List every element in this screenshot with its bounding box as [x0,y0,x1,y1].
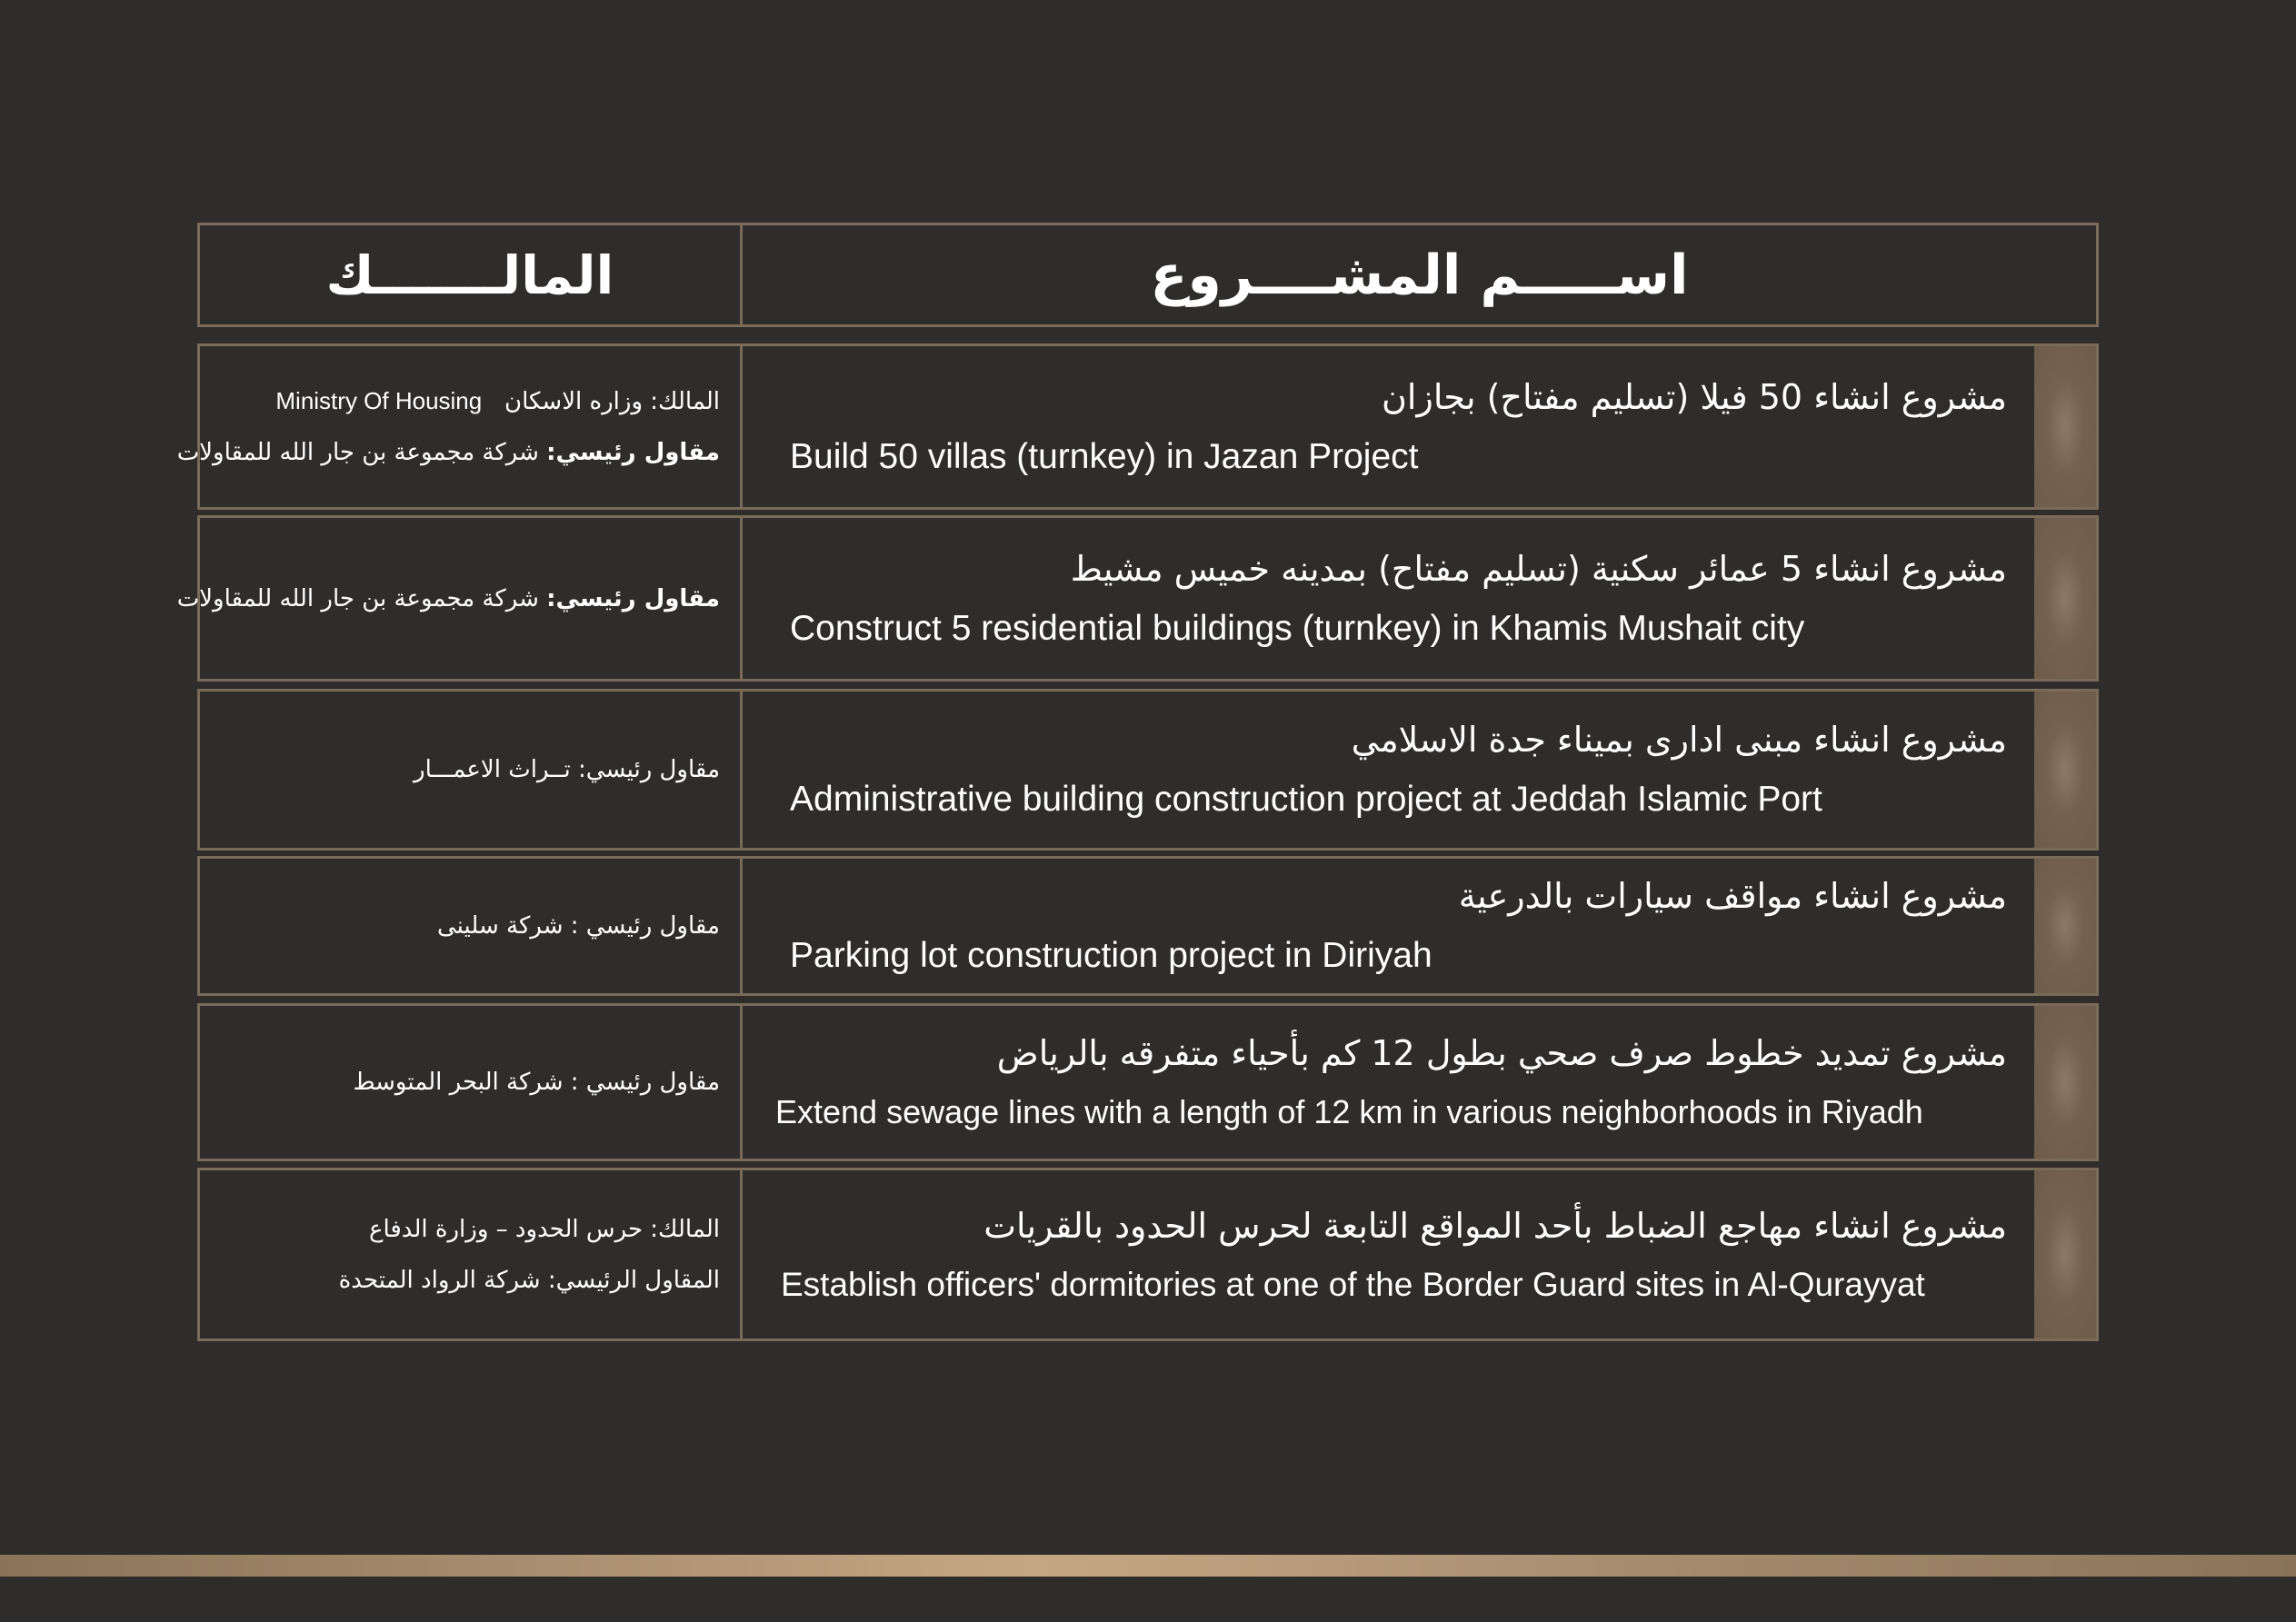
contractor-line: مقاول رئيسي : شركة البحر المتوسط [353,1069,720,1096]
row-accent-bar [2034,346,2096,507]
owner-column-header: المالـــــــك [200,225,743,324]
owner-label: المالك: [650,388,720,415]
contractor-line: مقاول رئيسي : شركة سلينى [437,912,720,940]
table-row [176,343,2099,510]
contractor-line [177,585,720,612]
table-row [176,515,2099,682]
owner-value: وزاره الاسكان [504,388,644,415]
contractor-line: المقاول الرئيسي: شركة الرواد المتحدة [338,1266,720,1294]
contractor-value: شركة مجموعة بن جار الله للمقاولات [176,439,539,466]
table-row [197,689,2099,851]
row-accent-bar [2034,692,2096,848]
project-cell [743,1170,2034,1338]
project-title-english: Administrative building construction project at Jeddah Islamic Port [790,780,1822,819]
row-accent-bar [2034,1006,2096,1159]
contractor-line: مقاول رئيسي: تــراث الاعمـــار [414,756,720,783]
owner-line: المالك: حرس الحدود – وزارة الدفاع [368,1215,720,1243]
row-accent-bar [2034,518,2096,679]
owner-cell [200,859,743,993]
row-accent-bar [2034,859,2096,993]
owner-cell [176,346,743,507]
project-title-arabic: مشروع انشاء مواقف سيارات بالدرعية [1458,876,2007,916]
table-row [197,1003,2099,1161]
project-title-english: Construct 5 residential buildings (turnkey) in Khamis Mushait city [790,608,1805,648]
project-title-arabic: مشروع انشاء مهاجع الضباط بأحد المواقع التابعة لحرس الحدود بالقريات [983,1205,2007,1246]
project-title-arabic: مشروع انشاء 5 عمائر سكنية (تسليم مفتاح) بمدينه خميس مشيط [1070,548,2007,589]
project-title-english: Build 50 villas (turnkey) in Jazan Project [790,436,1419,476]
contractor-value: شركة مجموعة بن جار الله للمقاولات [176,584,539,612]
project-cell [743,518,2034,679]
project-cell [743,692,2034,848]
owner-cell [176,518,743,679]
owner-english-name: Ministry Of Housing [275,387,483,414]
table-row [197,856,2099,996]
contractor-line [177,439,720,466]
project-title-arabic: مشروع انشاء مبنى ادارى بميناء جدة الاسلامي [1351,720,2007,760]
contractor-label: مقاول رئيسي: [546,439,720,466]
project-title-arabic: مشروع تمديد خطوط صرف صحي بطول 12 كم بأحياء متفرقه بالرياض [996,1033,2007,1073]
project-cell [743,1006,2034,1159]
project-title-arabic: مشروع انشاء 50 فيلا (تسليم مفتاح) بجازان [1382,376,2007,417]
project-cell [743,346,2034,507]
owner-cell [200,1006,743,1159]
decorative-bottom-stripe [0,1555,2296,1577]
project-column-header: اســـــم المشــــروع [1150,243,1689,307]
project-title-english: Establish officers' dormitories at one of the Border Guard sites in Al-Qurayyat [781,1265,1925,1303]
project-title-english: Extend sewage lines with a length of 12 km in various neighborhoods in Riyadh [775,1093,1923,1130]
project-cell [743,859,2034,993]
owner-line [275,387,720,415]
row-accent-bar [2034,1170,2096,1338]
contractor-label: مقاول رئيسي: [546,584,720,612]
owner-cell [200,692,743,848]
table-row [197,1168,2099,1341]
table-header [197,223,2099,327]
project-title-english: Parking lot construction project in Diriyah [790,936,1433,975]
owner-cell [200,1170,743,1338]
